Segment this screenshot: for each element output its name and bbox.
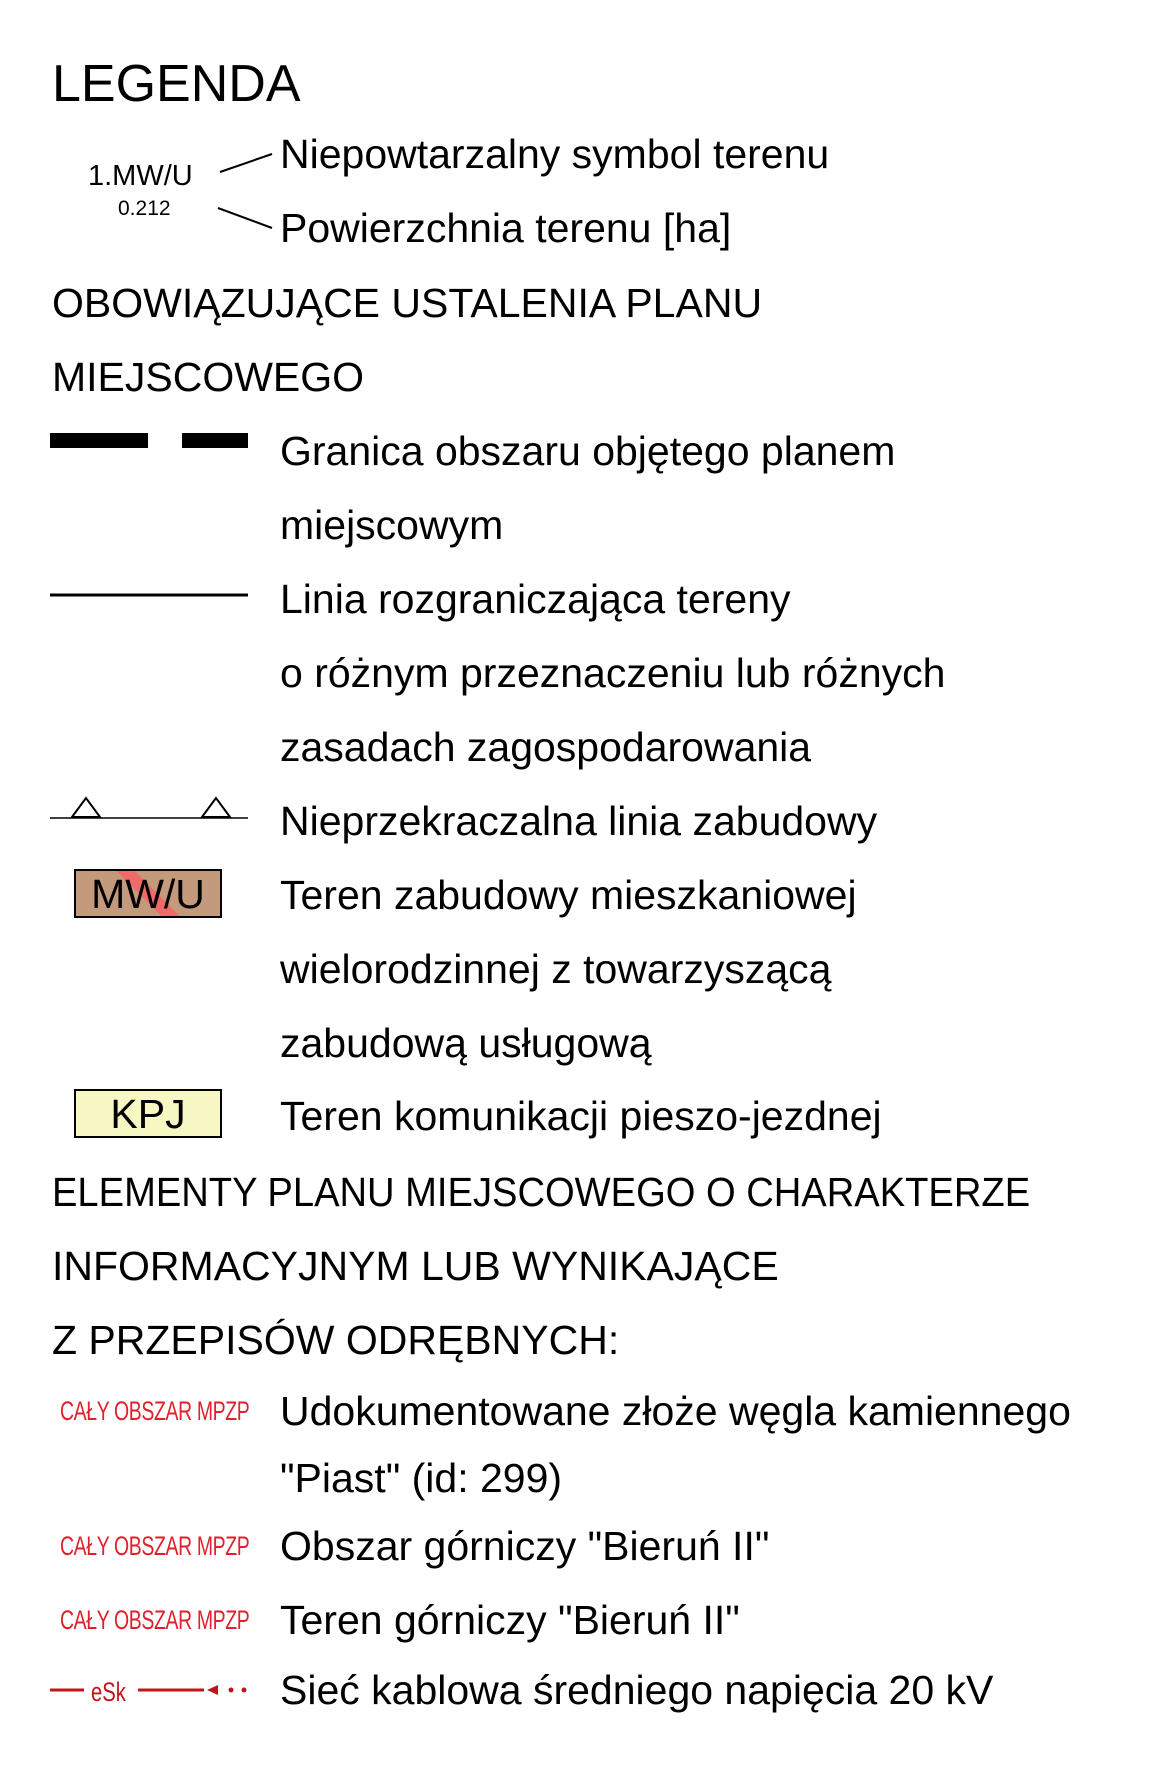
cable-line-label: Sieć kablowa średniego napięcia 20 kV <box>280 1667 994 1713</box>
coal-deposit-tag: CAŁY OBSZAR MPZP <box>60 1396 250 1426</box>
binding-heading-line2: MIEJSCOWEGO <box>52 354 365 400</box>
binding-heading-line1: OBOWIĄZUJĄCE USTALENIA PLANU <box>52 280 763 326</box>
dividing-line-label-3: zasadach zagospodarowania <box>280 724 812 770</box>
plan-boundary-label-2: miejscowym <box>280 502 504 548</box>
building-line-label: Nieprzekraczalna linia zabudowy <box>280 798 878 844</box>
mining-terrain-tag: CAŁY OBSZAR MPZP <box>60 1605 250 1635</box>
dividing-line-label-1: Linia rozgraniczająca tereny <box>280 576 791 622</box>
building-line-symbol <box>0 790 260 840</box>
plan-boundary-symbol <box>0 430 260 460</box>
zone-mwu-label-1: Teren zabudowy mieszkaniowej <box>280 872 857 918</box>
zone-mwu-code: MW/U <box>91 871 205 917</box>
cable-line-symbol <box>0 1670 260 1710</box>
coal-deposit-label-2: "Piast" (id: 299) <box>280 1455 563 1501</box>
info-heading-line3: Z PRZEPISÓW ODRĘBNYCH: <box>52 1317 620 1363</box>
dividing-line-symbol <box>0 592 260 602</box>
zone-mwu-box <box>74 869 222 918</box>
symbol-area-sample: 0.212 <box>118 197 171 220</box>
symbol-code-sample: 1.MW/U <box>88 160 193 192</box>
legend-title: LEGENDA <box>52 55 301 113</box>
mining-area-label: Obszar górniczy "Bieruń II" <box>280 1523 770 1569</box>
info-heading-line2: INFORMACYJNYM LUB WYNIKAJĄCE <box>52 1243 779 1289</box>
zone-kpj-box <box>74 1089 222 1138</box>
zone-mwu-label-2: wielorodzinnej z towarzyszącą <box>280 946 832 992</box>
dividing-line-label-2: o różnym przeznaczeniu lub różnych <box>280 650 946 696</box>
info-heading-line1: ELEMENTY PLANU MIEJSCOWEGO O CHARAKTERZE <box>52 1169 1031 1215</box>
zone-kpj-code: KPJ <box>110 1091 186 1137</box>
zone-mwu-label-3: zabudową usługową <box>280 1020 652 1066</box>
zone-kpj-label: Teren komunikacji pieszo-jezdnej <box>280 1093 882 1139</box>
cable-line-code: eSk <box>91 1677 126 1708</box>
symbol-area-label: Powierzchnia terenu [ha] <box>280 205 732 251</box>
plan-boundary-label-1: Granica obszaru objętego planem <box>280 428 896 474</box>
mining-terrain-label: Teren górniczy "Bieruń II" <box>280 1597 740 1643</box>
symbol-code-label: Niepowtarzalny symbol terenu <box>280 131 830 177</box>
coal-deposit-label-1: Udokumentowane złoże węgla kamiennego <box>280 1388 1071 1434</box>
mining-area-tag: CAŁY OBSZAR MPZP <box>60 1531 250 1561</box>
